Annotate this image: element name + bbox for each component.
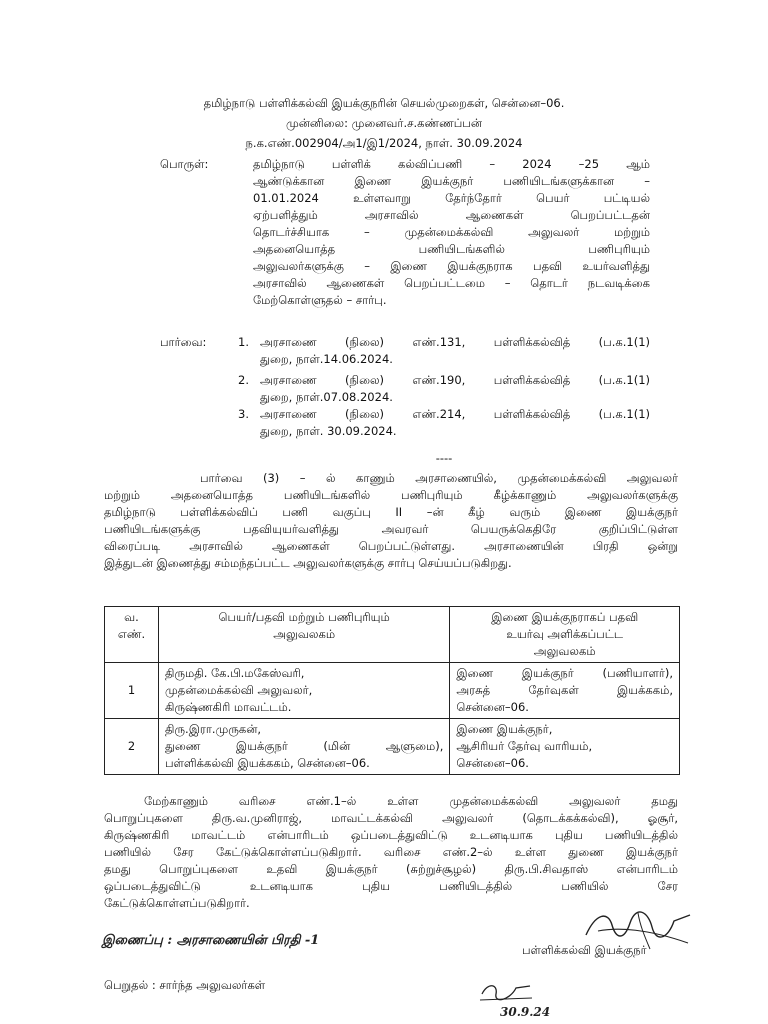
body-line: இத்துடன் இணைத்து சம்மந்தப்பட்ட அலுவலர்களுக்கு சார்பு செய்யப்படுகிறது. bbox=[104, 556, 512, 570]
cell-line: துணை இயக்குநர் (மின் ஆளுமை), bbox=[164, 739, 444, 753]
header-text: அலுவலகம் bbox=[273, 627, 336, 641]
header-serial bbox=[105, 607, 159, 663]
table-row bbox=[105, 663, 680, 719]
header-text: உயர்வு அளிக்கப்பட்ட bbox=[506, 627, 623, 641]
subject-line: மேற்கொள்ளுதல் – சார்பு. bbox=[253, 293, 387, 307]
reference-number-3: 3. bbox=[238, 407, 249, 421]
promotion-table bbox=[104, 606, 680, 775]
subject-line: தொடர்ச்சியாக – முதன்மைக்கல்வி அலுவலர் மற்றும் bbox=[253, 225, 650, 239]
cell-line: அரசுத் தேர்வுகள் இயக்ககம், bbox=[456, 683, 673, 697]
header-text: பெயர்/பதவி மற்றும் பணிபுரியும் bbox=[218, 610, 390, 624]
row-office bbox=[450, 719, 680, 775]
subject-line: தமிழ்நாடு பள்ளிக் கல்விப்பணி – 2024 –25 ஆம் bbox=[253, 157, 650, 171]
cell-line: முதன்மைக்கல்வி அலுவலர், bbox=[164, 683, 313, 697]
row-name bbox=[158, 663, 449, 719]
closing-line: ஒப்படைத்துவிட்டு உடனடியாக புதிய பணியிடத்தில் பணியில் சேர bbox=[104, 879, 678, 893]
header-text: இணை இயக்குநராகப் பதவி bbox=[491, 610, 639, 624]
reference-item bbox=[238, 372, 650, 406]
closing-line: மேற்காணும் வரிசை எண்.1–ல் உள்ள முதன்மைக்கல்வி அலுவலர் தமது bbox=[144, 794, 678, 808]
row-name bbox=[158, 719, 449, 775]
cell-line: பள்ளிக்கல்வி இயக்ககம், சென்னை–06. bbox=[164, 756, 370, 770]
references-label: பார்வை: bbox=[160, 335, 207, 349]
signatory-title: பள்ளிக்கல்வி இயக்குநர் bbox=[522, 943, 647, 957]
recipients: பெறுதல் : சார்ந்த அலுவலர்கள் bbox=[104, 978, 266, 992]
header-text: வ. bbox=[124, 610, 139, 624]
reference-item bbox=[238, 406, 650, 440]
cell-line: இணை இயக்குநர் (பணியாளர்), bbox=[456, 666, 673, 680]
body-line: தமிழ்நாடு பள்ளிக்கல்விப் பணி வகுப்பு II –ன் கீழ் வரும் இணை இயக்குநர் bbox=[104, 505, 678, 519]
body-paragraph bbox=[104, 470, 678, 572]
reference-item bbox=[238, 334, 650, 372]
separator: ---- bbox=[435, 451, 453, 465]
body-line: விரைப்படி அரசாவில் ஆணைகள் பெறப்பட்டுள்ளது. அரசாணையின் பிரதி ஒன்று bbox=[104, 539, 678, 553]
table-header-row bbox=[105, 607, 680, 663]
subject-line: அலுவலர்களுக்கு – இணை இயக்குநராக பதவி உயர்வளித்து bbox=[253, 259, 650, 273]
reference-line: துறை, நாள்.14.06.2024. bbox=[260, 352, 393, 366]
body-line: பார்வை (3) – ல் காணும் அரசாணையில், முதன்மைக்கல்வி அலுவலர் bbox=[200, 471, 678, 485]
reference-number-2: 2. bbox=[238, 373, 249, 387]
subject-line: அரசாவில் ஆணைகள் பெறப்பட்டமை – தொடர் நடவடிக்கை bbox=[253, 276, 650, 290]
closing-line: கிருஷ்ணகிரி மாவட்டம் என்பாரிடம் ஒப்படைத்துவிட்டு உடனடியாக புதிய பணியிடத்தில் bbox=[104, 828, 678, 842]
reference-line: அரசாணை (நிலை) எண்.131, பள்ளிக்கல்வித் (ப.க.1(1) bbox=[260, 335, 650, 349]
cell-line: சென்னை–06. bbox=[456, 756, 529, 770]
subject-line: ஆண்டுக்கான இணை இயக்குநர் பணியிடங்களுக்கான – bbox=[253, 174, 650, 188]
header-line-1: தமிழ்நாடு பள்ளிக்கல்வி இயக்குநரின் செயல்முறைகள், சென்னை–06. bbox=[203, 96, 565, 110]
header-name bbox=[158, 607, 449, 663]
closing-line: தமது பொறுப்புகளை உதவி இயக்குநர் (சுற்றுச்சூழல்) திரு.பி.சிவதாஸ் என்பாரிடம் bbox=[104, 862, 678, 876]
reference-line: அரசாணை (நிலை) எண்.214, பள்ளிக்கல்வித் (ப.க.1(1) bbox=[260, 407, 650, 421]
cell-line: ஆசிரியர் தேர்வு வாரியம், bbox=[456, 739, 593, 753]
subject-label: பொருள்: bbox=[160, 157, 209, 171]
initials-icon bbox=[476, 980, 536, 1004]
cell-line: சென்னை–06. bbox=[456, 700, 529, 714]
reference-number-1: 1. bbox=[238, 335, 249, 349]
closing-line: கேட்டுக்கொள்ளப்படுகிறார். bbox=[104, 896, 250, 910]
header-line-2: முன்னிலை: முனைவர்.ச.கண்ணப்பன் bbox=[285, 116, 483, 130]
header-office bbox=[450, 607, 680, 663]
closing-paragraph bbox=[104, 793, 678, 912]
body-line: பணியிடங்களுக்கு பதவியுயர்வளித்து அவரவர் பெயருக்கெதிரே குறிப்பிட்டுள்ள bbox=[104, 522, 678, 536]
reference-line: துறை, நாள்.07.08.2024. bbox=[260, 390, 393, 404]
references-list bbox=[238, 334, 650, 440]
subject-line: அதனையொத்த பணியிடங்களில் பணிபுரியும் bbox=[253, 242, 650, 256]
table-row bbox=[105, 719, 680, 775]
header-text: அலுவலகம் bbox=[533, 644, 596, 658]
subject-line: ஏற்பளித்தும் அரசாவில் ஆணைகள் பெறப்பட்டதன் bbox=[253, 208, 650, 222]
cell-line: இணை இயக்குநர், bbox=[456, 722, 553, 736]
cell-line: கிருஷ்ணகிரி மாவட்டம். bbox=[164, 700, 292, 714]
row-serial: 1 bbox=[105, 663, 159, 719]
date-scribble: 30.9.24 bbox=[500, 1005, 551, 1019]
row-serial: 2 bbox=[105, 719, 159, 775]
closing-line: பணியில் சேர கேட்டுக்கொள்ளப்படுகிறார். வரிசை எண்.2–ல் உள்ள துணை இயக்குநர் bbox=[104, 845, 678, 859]
subject-line: 01.01.2024 உள்ளவாறு தேர்ந்தோர் பெயர் பட்டியல் bbox=[253, 191, 650, 205]
initials-scribble bbox=[476, 980, 536, 1004]
cell-line: திருமதி. கே.பி.மகேஸ்வரி, bbox=[164, 666, 305, 680]
enclosure-handwritten-note: இணைப்பு : அரசாணையின் பிரதி -1 bbox=[102, 933, 320, 948]
subject-text bbox=[253, 156, 650, 309]
closing-line: பொறுப்புகளை திரு.வ.முனிராஜ், மாவட்டக்கல்வி அலுவலர் (தொடக்கக்கல்வி), ஓசூர், bbox=[104, 811, 678, 825]
body-line: மற்றும் அதனையொத்த பணியிடங்களில் பணிபுரியும் கீழ்க்காணும் அலுவலர்களுக்கு bbox=[104, 488, 678, 502]
reference-line: அரசாணை (நிலை) எண்.190, பள்ளிக்கல்வித் (ப.க.1(1) bbox=[260, 373, 650, 387]
cell-line: திரு.இரா.முருகன், bbox=[164, 722, 262, 736]
reference-line: துறை, நாள். 30.09.2024. bbox=[260, 424, 397, 438]
row-office bbox=[450, 663, 680, 719]
reference-number: ந.க.எண்.002904/அ1/இ1/2024, நாள். 30.09.2024 bbox=[245, 136, 523, 150]
header-text: எண். bbox=[117, 627, 146, 641]
